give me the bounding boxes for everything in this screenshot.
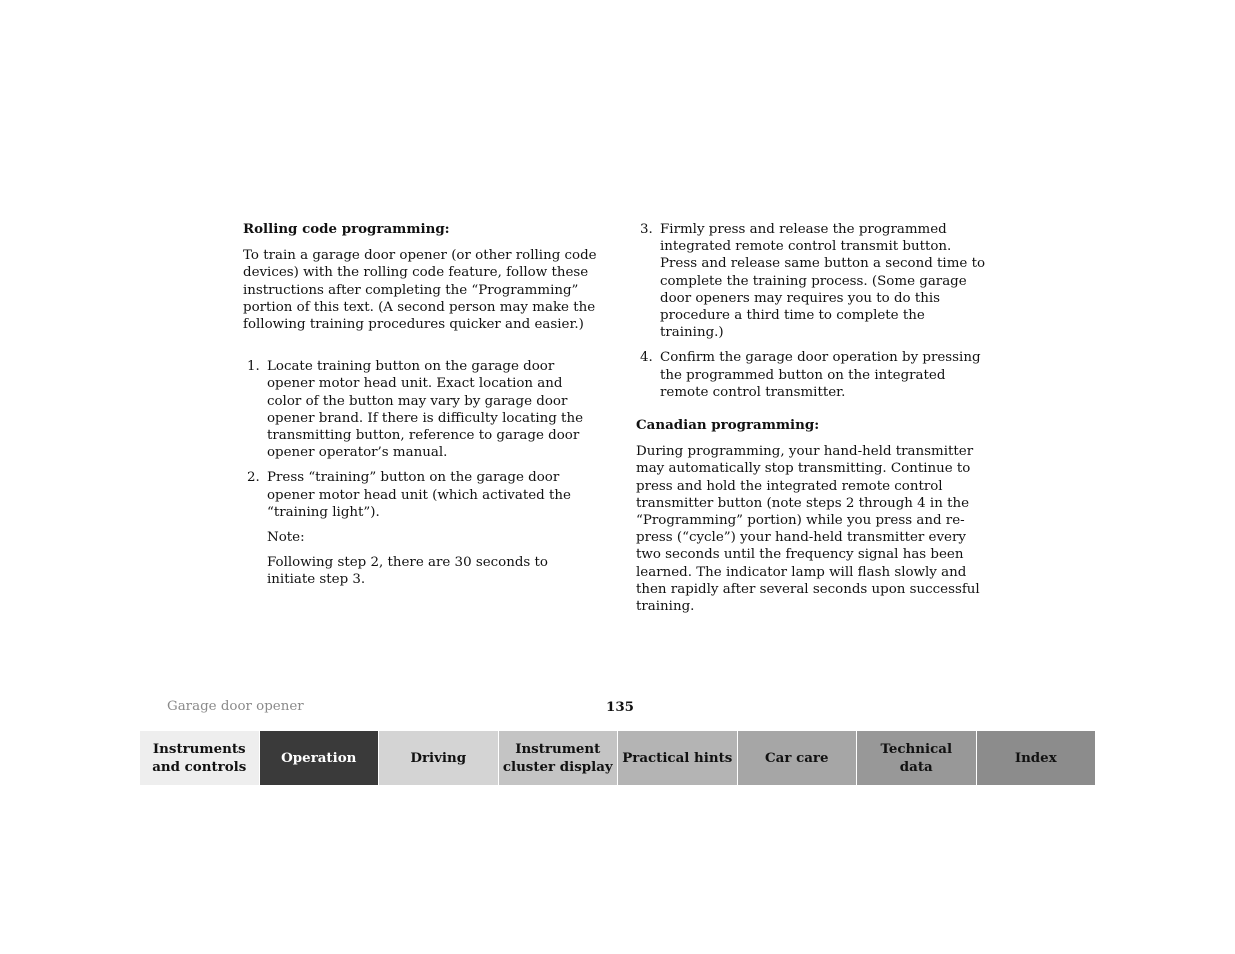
page-number: 135	[606, 699, 634, 715]
step-text: Firmly press and release the programmed integrated remote control transmit button. Press and release same button a second time to complete the training process. (Some garage door openers may requires you to do this procedure a third time to complete the training.)	[660, 222, 986, 341]
tab-technical-data[interactable]: Technical data	[856, 731, 976, 785]
tab-operation[interactable]: Operation	[259, 731, 379, 785]
canadian-programming-body: During programming, your hand-held transmitter may automatically stop transmitting. Continue to press and hold the integrated remote control transmitter button (note steps 2 through 4 in the “Programming” portion) while you press and re-press (“cycle”) your hand-held transmitter every two seconds until the frequency signal has been learned. The indicator lamp will flash slowly and then rapidly after several seconds upon successful training.	[636, 444, 980, 615]
tab-car-care[interactable]: Car care	[737, 731, 857, 785]
list-item-step-1	[243, 358, 599, 461]
note-text: Following step 2, there are 30 seconds to initiate step 3.	[267, 555, 548, 588]
left-column	[243, 221, 599, 597]
chapter-nav	[140, 731, 1095, 785]
tab-driving[interactable]: Driving	[378, 731, 498, 785]
right-column	[636, 221, 992, 623]
rolling-code-intro: To train a garage door opener (or other rolling code devices) with the rolling code feature, follow these instructions after completing the “Programming” portion of this text. (A second person may make the following training procedures quicker and easier.)	[243, 248, 597, 333]
note-label: Note:	[267, 530, 305, 546]
section-title: Garage door opener	[167, 699, 304, 714]
tab-index[interactable]: Index	[976, 731, 1096, 785]
tab-instruments-and-controls[interactable]: Instruments and controls	[140, 731, 259, 785]
list-item-step-3	[636, 221, 992, 341]
step-number: 1.	[247, 359, 260, 375]
tab-practical-hints[interactable]: Practical hints	[617, 731, 737, 785]
step-text: Press “training” button on the garage door opener motor head unit (which activated the “training light”).	[267, 470, 571, 520]
list-item-step-4	[636, 349, 992, 401]
canadian-programming-heading: Canadian programming:	[636, 417, 820, 434]
step-number: 3.	[640, 222, 653, 237]
step-number: 4.	[640, 350, 653, 366]
step-number: 2.	[247, 470, 260, 486]
rolling-code-heading: Rolling code programming:	[243, 221, 450, 237]
tab-instrument-cluster-display[interactable]: Instrument cluster display	[498, 731, 618, 785]
list-item-step-2	[243, 469, 599, 521]
step-text: Confirm the garage door operation by pressing the programmed button on the integrated remote control transmitter.	[660, 350, 981, 400]
step-text: Locate training button on the garage door opener motor head unit. Exact location and color of the button may vary by garage door opener brand. If there is difficulty locating the transmitting button, reference to garage door opener operator’s manual.	[267, 359, 583, 461]
